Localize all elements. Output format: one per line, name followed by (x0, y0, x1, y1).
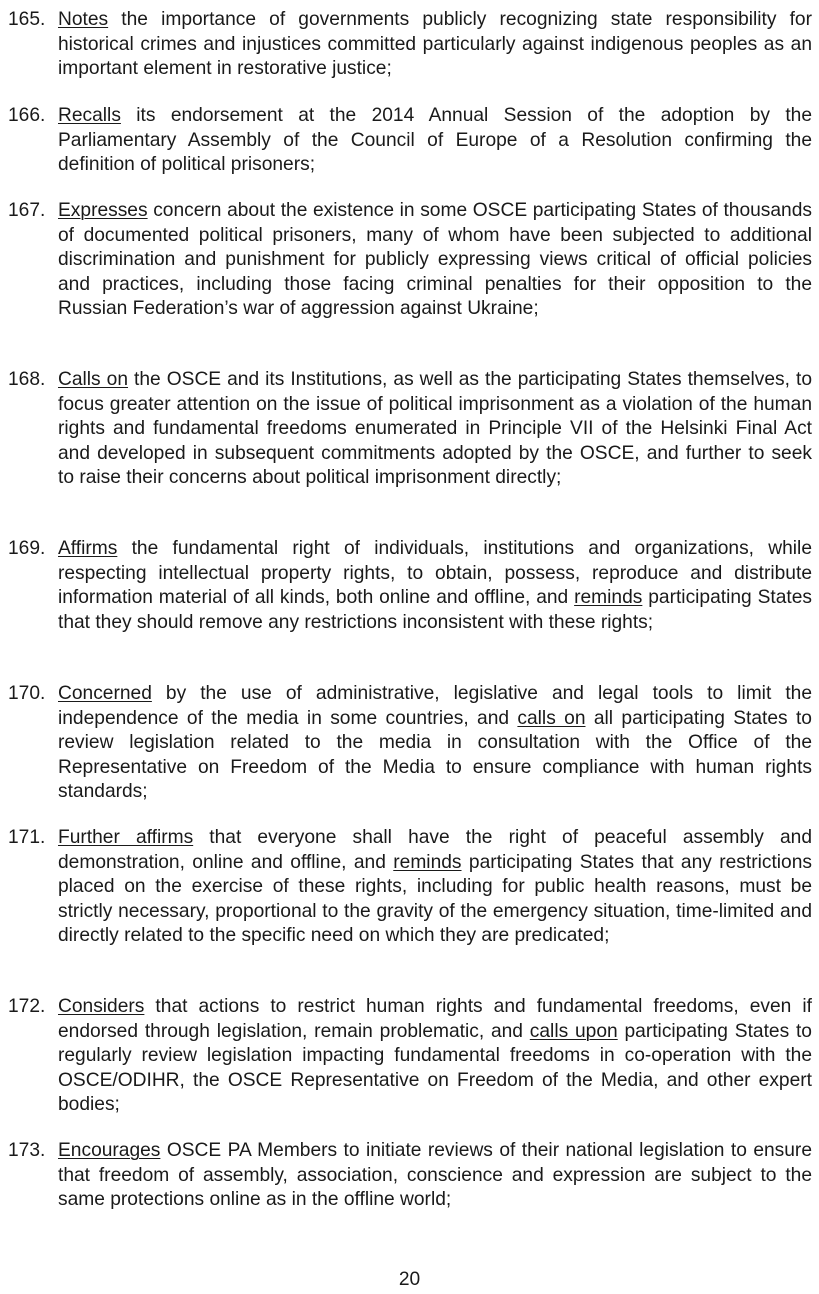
operative-keyword: Recalls (58, 105, 121, 126)
paragraph-body: that actions to restrict human rights and fundamental freedoms, even if endorsed through legislation, remain problematic, and (58, 996, 812, 1042)
paragraph-167 (8, 199, 812, 322)
operative-keyword: Further affirms (58, 827, 194, 848)
paragraph-body: all participating States to review legislation related to the media in consultation with the Office of the Representative on Freedom of the Media to ensure compliance with human rights standards; (58, 707, 812, 802)
paragraph-number: 165. (8, 9, 46, 30)
paragraph-body: participating States that any restrictions placed on the exercise of these rights, including for public health reasons, must be strictly necessary, proportional to the gravity of the emergency situation, time-limited and directly related to the specific need on which they are predicated; (58, 851, 812, 946)
operative-keyword: calls on (517, 707, 586, 729)
page-number: 20 (398, 1269, 421, 1290)
paragraph-body: by the use of administrative, legislative and legal tools to limit the independence of the media in some countries, and (58, 683, 812, 729)
paragraph-body: the importance of governments publicly recognizing state responsibility for historical crimes and injustices committed particularly against indigenous peoples as an important element in restorative justice; (58, 9, 812, 79)
paragraph-169 (8, 537, 812, 635)
paragraph-body: OSCE PA Members to initiate reviews of their national legislation to ensure that freedom of assembly, association, conscience and expression are subject to the same protections online as in the offline world; (58, 1140, 812, 1210)
paragraph-body: concern about the existence in some OSCE participating States of thousands of documented political prisoners, many of whom have been subjected to additional discrimination and punishment for publicly expressing views critical of official policies and practices, including those facing criminal penalties for their opposition to the Russian Federation’s war of aggression against Ukraine; (58, 200, 812, 319)
paragraph-text (58, 682, 812, 805)
paragraph-number: 171. (8, 827, 46, 848)
paragraph-173 (8, 1139, 812, 1213)
paragraph-number: 172. (8, 996, 46, 1017)
paragraph-171 (8, 826, 812, 949)
operative-keyword: Expresses (58, 200, 148, 221)
paragraph-text (58, 368, 812, 491)
paragraph-body: the OSCE and its Institutions, as well as the participating States themselves, to focus greater attention on the issue of political imprisonment as a violation of the human rights and fundamental freedoms enumerated in Principle VII of the Helsinki Final Act and developed in subsequent commitments adopted by the OSCE, and further to seek to raise their concerns about political imprisonment directly; (58, 369, 812, 488)
paragraph-number: 173. (8, 1140, 46, 1161)
paragraph-number: 170. (8, 683, 46, 704)
paragraph-text (58, 104, 812, 178)
paragraph-number: 167. (8, 200, 46, 221)
paragraph-text (58, 8, 812, 82)
paragraph-text (58, 1139, 812, 1213)
paragraph-text (58, 199, 812, 322)
operative-keyword: Notes (58, 9, 109, 30)
paragraph-body: the fundamental right of individuals, institutions and organizations, while respecting intellectual property rights, to obtain, possess, reproduce and distribute information material of all kinds, both online and offline, and (58, 538, 812, 608)
paragraph-body: participating States that they should remove any restrictions inconsistent with these rights; (58, 587, 812, 633)
operative-keyword: Encourages (58, 1140, 161, 1161)
paragraph-166 (8, 104, 812, 178)
operative-keyword: Calls on (58, 369, 129, 390)
paragraph-168 (8, 368, 812, 491)
operative-keyword: Considers (58, 996, 145, 1017)
paragraph-number: 166. (8, 105, 46, 126)
paragraph-165 (8, 8, 812, 82)
paragraph-number: 168. (8, 369, 46, 390)
paragraph-text (58, 995, 812, 1118)
paragraph-body: participating States to regularly review legislation impacting fundamental freedoms in co-operation with the OSCE/ODIHR, the OSCE Representative on Freedom of the Media, and other expert bodies; (58, 1020, 812, 1115)
operative-keyword: Concerned (58, 683, 152, 704)
operative-keyword: Affirms (58, 538, 118, 559)
paragraph-body: that everyone shall have the right of peaceful assembly and demonstration, online and offline, and (58, 827, 812, 873)
operative-keyword: reminds (574, 587, 643, 608)
paragraph-text (58, 826, 812, 949)
paragraph-number: 169. (8, 538, 46, 559)
operative-keyword: reminds (393, 851, 462, 873)
operative-keyword: calls upon (529, 1020, 618, 1042)
paragraph-172 (8, 995, 812, 1118)
paragraph-text (58, 537, 812, 635)
paragraph-170 (8, 682, 812, 805)
paragraph-body: its endorsement at the 2014 Annual Session of the adoption by the Parliamentary Assembly of the Council of Europe of a Resolution confirming the definition of political prisoners; (58, 105, 812, 175)
